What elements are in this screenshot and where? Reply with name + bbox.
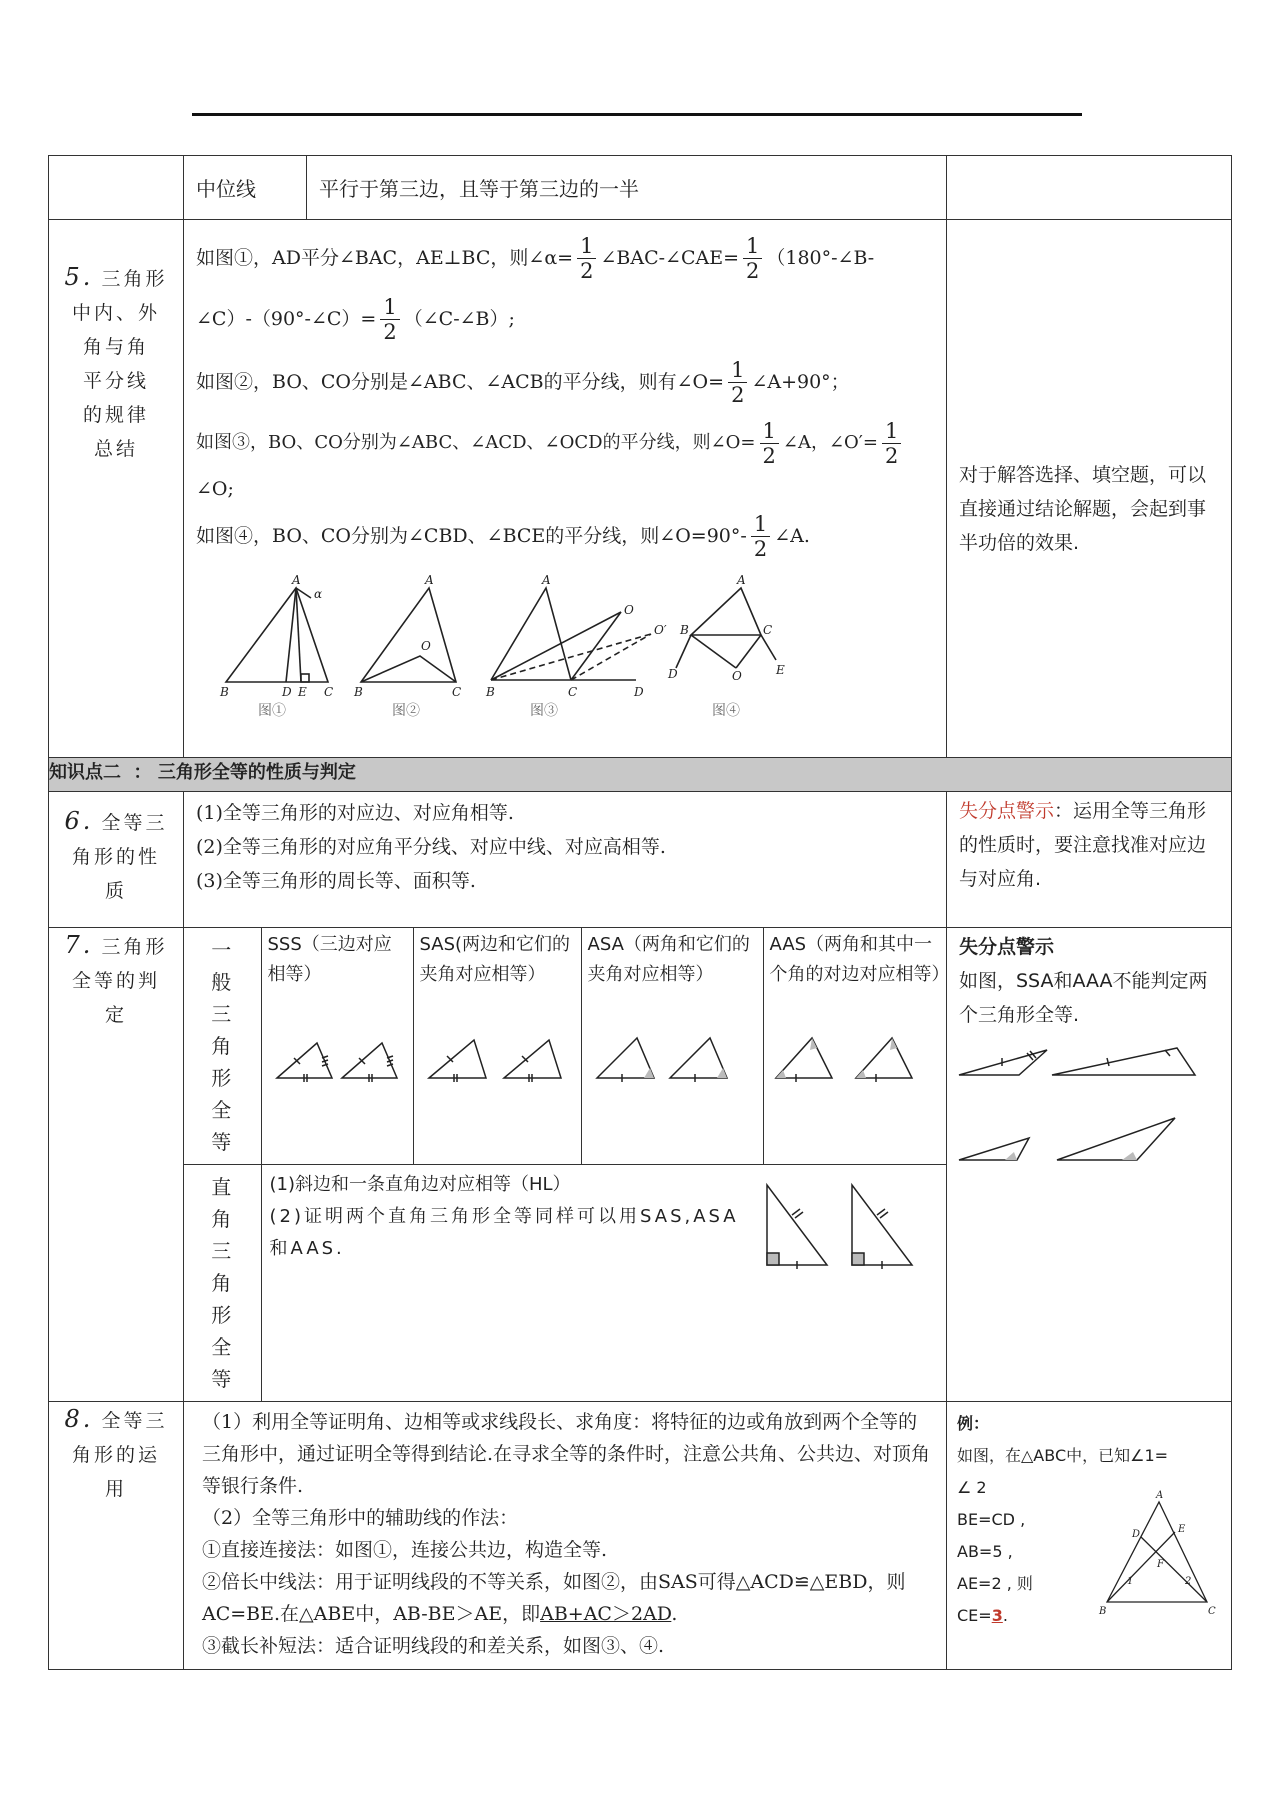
fig4-formula: 如图④，BO、CO分别为∠CBD、∠BCE的平分线，则∠O=90°- $\frac{1}{2}$ ∠A. [196,511,810,561]
svg-text:F: F [1157,1559,1164,1570]
section6-content: (1)全等三角形的对应边、对应角相等. (2)全等三角形的对应角平分线、对应中线、对应高相等. (3)全等三角形的周长等、面积等. [184,792,947,928]
midline-definition: 平行于第三边，且等于第三边的一半 [307,156,947,220]
aas-triangles [764,1028,942,1088]
section7-label: 7. 三角形 全等的判 定 [49,928,184,1402]
svg-text:C: C [324,685,334,699]
svg-text:E: E [776,663,785,677]
section6-label: 6. 全等三 角形的性 质 [49,792,184,928]
svg-text:B: B [354,685,363,699]
svg-text:A: A [292,573,301,587]
svg-text:A: A [542,573,551,587]
section7-content [184,928,950,1402]
angle-bisector-figures [196,570,806,720]
knowledge-table [48,155,1231,1670]
svg-text:图④: 图④ [712,703,740,719]
right-triangle-label: 直角三角形全等 [184,1165,261,1402]
aas-cell: AAS（两角和其中一个角的对边对应相等） [763,928,947,1165]
svg-text:C: C [568,685,578,699]
knowledge-point-2-bar: 知识点二 ： 三角形全等的性质与判定 [49,758,1232,792]
asa-cell: ASA（两角和它们的夹角对应相等） [581,928,763,1165]
midline-term: 中位线 [184,156,307,220]
svg-text:O′: O′ [654,623,667,637]
section-number: 5. [64,263,94,291]
svg-text:B: B [1099,1606,1107,1617]
empty-cell [49,156,184,220]
section8-content: （1）利用全等证明角、边相等或求线段长、求角度：将特征的边或角放到两个全等的三角形中，通过证明全等得到结论.在寻求全等的条件时，注意公共角、公共边、对顶角等银行条件. （2）全等三角形中的辅助线的作法： ①直接连接法：如图①，连接公共边，构造全等. ②倍长中线法：用于证明线段的不等关系，如图②，由SAS可得△ACD≌△EBD，则AC=BE.在△ABE中，AB-BE＞AE，即AB+AC＞2AD. ③截长补短法：适合证明线段的和差关系，如图③、④. [184,1402,947,1670]
svg-text:C: C [452,685,462,699]
sss-triangles [262,1028,412,1088]
svg-text:α: α [314,587,323,601]
section5-note: 对于解答选择、填空题，可以直接通过结论解题，会起到事半功倍的效果. [947,220,1232,758]
svg-text:D: D [1132,1529,1141,1540]
asa-triangles [582,1028,757,1088]
section5-label: 5. 三角形 中内、外 角与角 平分线 的规律 总结 [49,220,184,758]
sas-cell: SAS(两边和它们的夹角对应相等） [413,928,581,1165]
svg-text:D: D [668,667,678,681]
svg-text:1: 1 [1127,1576,1134,1587]
fig2-triangle [361,588,456,682]
fig2-formula: 如图②，BO、CO分别是∠ABC、∠ACB的平分线，则有∠O= $\frac{1}{2}$ ∠A+90°； [196,357,850,407]
sss-cell: SSS（三边对应相等） [261,928,413,1165]
hl-triangles [752,1165,932,1285]
svg-text:O: O [421,639,431,653]
fig4-triangle [691,588,761,635]
section6-warning: 失分点警示：运用全等三角形的性质时，要注意找准对应边与对应角. [947,792,1232,928]
svg-text:A: A [737,573,746,587]
svg-text:A: A [1156,1490,1164,1501]
header-rule [192,113,1082,116]
section8-label: 8. 全等三 角形的运 用 [49,1402,184,1670]
fig3-triangle [491,588,571,680]
svg-text:O: O [732,669,742,683]
sas-triangles [414,1028,574,1088]
svg-text:图③: 图③ [530,703,558,719]
general-triangle-label: 一般三角形全等 [184,928,261,1165]
svg-text:图②: 图② [392,703,420,719]
svg-text:C: C [1208,1606,1216,1617]
example-figure [1097,1482,1227,1622]
svg-text:图①: 图① [258,703,286,719]
svg-text:2: 2 [1185,1576,1192,1587]
svg-text:E: E [1178,1524,1186,1535]
empty-cell [947,156,1232,220]
section7-warning: 失分点警示 如图，SSA和AAA不能判定两个三角形全等. [947,928,1232,1402]
svg-text:A: A [425,573,434,587]
fig3-formula: 如图③，BO、CO分别为∠ABC、∠ACD、∠OCD的平分线，则∠O= $\frac{1}{2}$ ∠A，∠O′= $\frac{1}{2}$ ∠O; [196,414,934,506]
hl-cell: (1)斜边和一条直角边对应相等（HL） (2)证明两个直角三角形全等同样可以用SAS,ASA和AAS. [261,1165,947,1402]
svg-text:C: C [763,623,773,637]
svg-text:B: B [486,685,495,699]
svg-text:B: B [220,685,229,699]
ssa-aaa-counterexample [947,1040,1230,1190]
svg-text:D: D [282,685,292,699]
section5-content [184,220,947,758]
svg-text:E: E [298,685,307,699]
fig1-formula: 如图①，AD平分∠BAC，AE⊥BC，则∠α= $\frac{1}{2}$ ∠BAC-∠CAE= $\frac{1}{2}$ （180°-∠B- ∠C）-（90°-∠C）= $\frac{1}{2}$ （∠C-∠B）; [196,233,875,344]
svg-text:D: D [634,685,644,699]
section8-example: 例： 如图，在△ABC中，已知∠1= ∠ 2 BE=CD , AB=5 , AE=2 , 则 CE=3. A B C D E F 1 2 [947,1402,1232,1670]
svg-text:O: O [624,603,634,617]
fig1-triangle [226,588,328,682]
svg-text:B: B [680,623,689,637]
